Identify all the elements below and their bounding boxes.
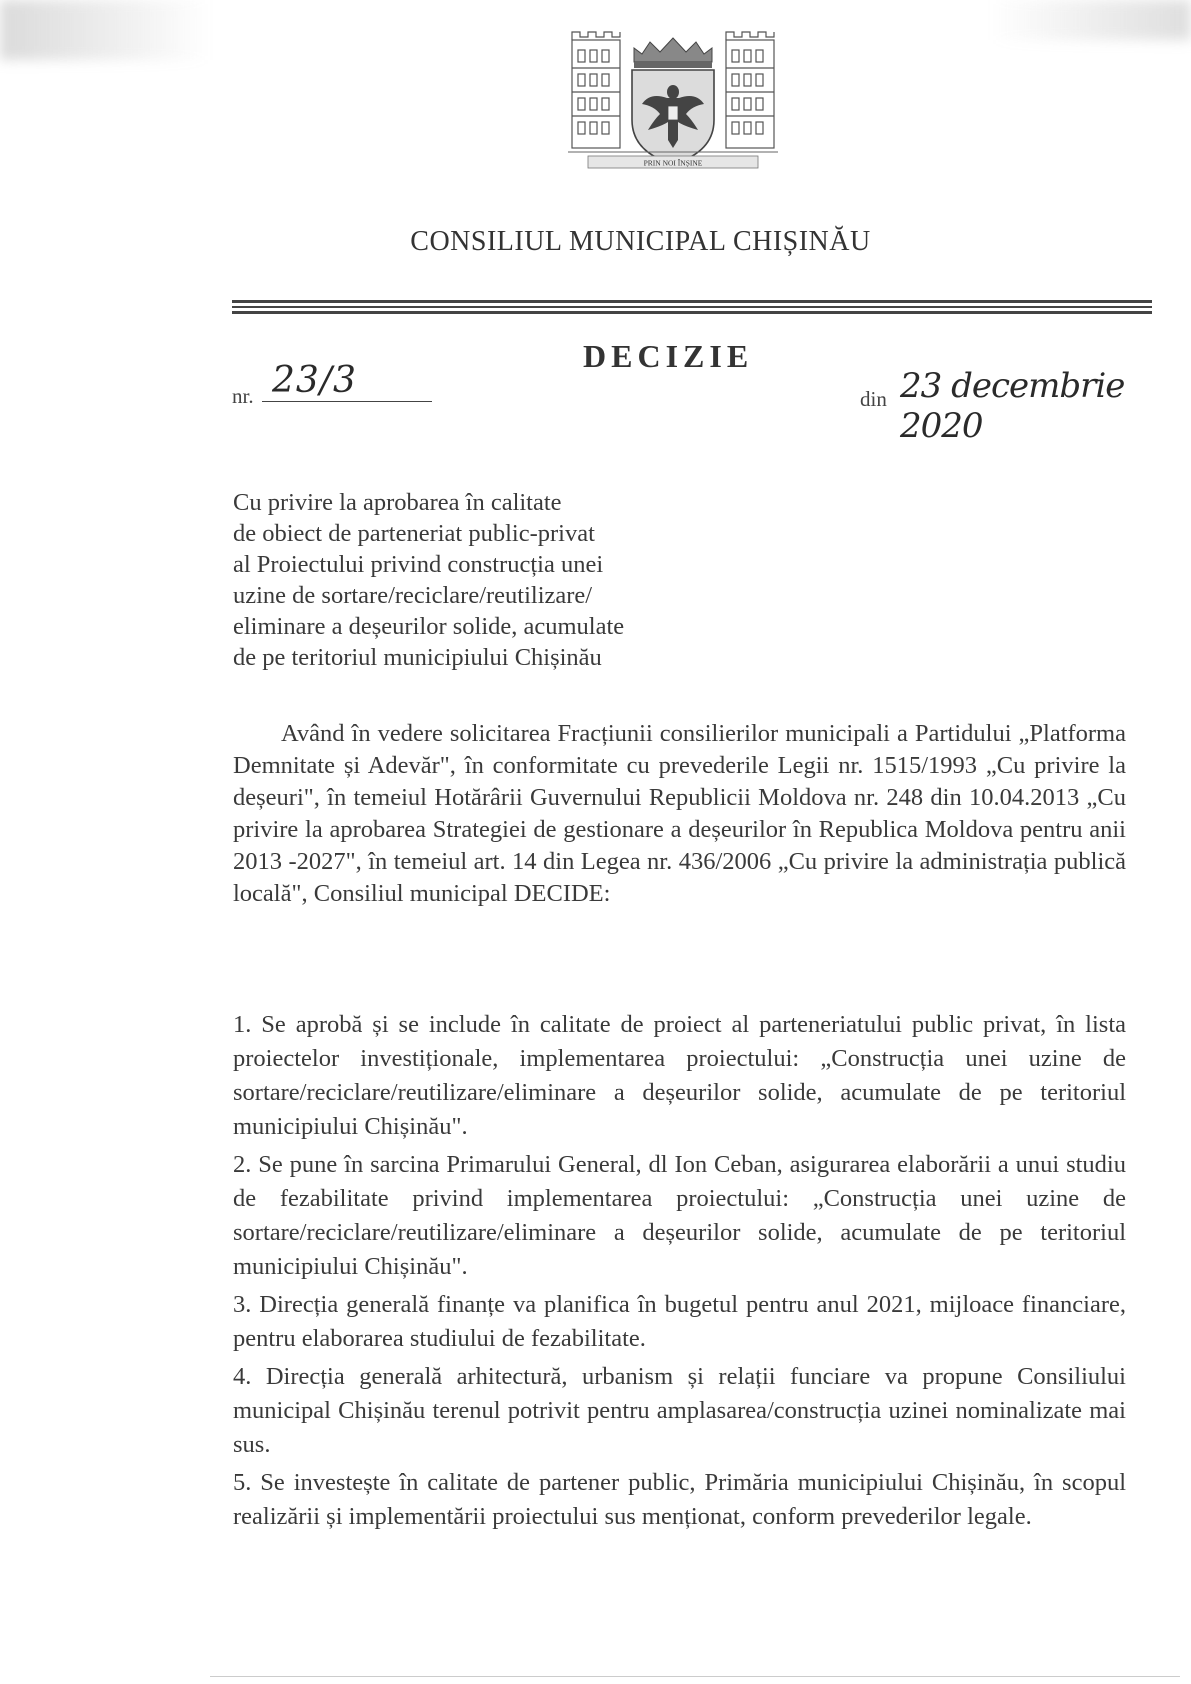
subject-line: de pe teritoriul municipiului Chișinău — [233, 644, 602, 671]
scan-shadow-right — [991, 0, 1191, 40]
subject-line: al Proiectului privind construcția unei — [233, 551, 604, 578]
preamble-paragraph: Având în vedere solicitarea Fracțiunii consilierilor municipali a Partidului „Platforma Demnitate și Adevăr", în conformitate cu prevederile Legii nr. 1515/1993 „Cu privire la deșeuri", în temeiul Hotărârii Guvernului Republicii Moldova nr. 248 din 10.04.2013 „Cu privire la aprobarea Strategiei de gestionare a deșeurilor în Republica Moldova pentru anii 2013 -2027", în temeiul art. 14 din Legea nr. 436/2006 „Cu privire la administrația publică locală", Consiliul municipal DECIDE: — [233, 720, 1126, 907]
article-2: 2. Se pune în sarcina Primarului General, dl Ion Ceban, asigurarea elaborării a unui studiu de fezabilitate privind implementarea proiectului: „Construcția unei uzine de sortare/reciclare/reutilizare/eliminare a deșeurilor solide, acumulate de pe teritoriul municipiului Chișinău". — [233, 1151, 1126, 1280]
subject-line: Cu privire la aprobarea în calitate — [233, 489, 562, 516]
decision-date-handwritten: 23 decembrie 2020 — [900, 366, 1125, 446]
decision-date-label: din — [860, 387, 887, 411]
subject-line: uzine de sortare/reciclare/reutilizare/ — [233, 582, 593, 609]
council-name: CONSILIUL MUNICIPAL CHIȘINĂU — [410, 226, 871, 257]
svg-text:PRIN NOI ÎNȘINE: PRIN NOI ÎNȘINE — [643, 158, 703, 168]
header-rule-middle — [232, 306, 1152, 308]
decision-articles — [233, 1008, 1126, 1538]
header-rule-top — [232, 300, 1152, 303]
article-4: 4. Direcția generală arhitectură, urbanism și relații funciare va propune Consiliului municipal Chișinău terenul potrivit pentru amplasarea/construcția uzinei nominalizate mai sus. — [233, 1363, 1126, 1458]
decision-title: DECIZIE — [583, 338, 754, 374]
page-bottom-edge — [210, 1676, 1180, 1677]
subject-line: de obiect de parteneriat public-privat — [233, 520, 595, 547]
coat-of-arms-emblem — [568, 28, 778, 173]
scan-shadow-left — [0, 0, 210, 60]
subject-line: eliminare a deșeurilor solide, acumulate — [233, 613, 625, 640]
decision-number-handwritten: 23/3 — [262, 360, 432, 402]
header-rule-bottom — [232, 311, 1152, 314]
decision-subject — [233, 487, 753, 673]
article-5: 5. Se investește în calitate de partener public, Primăria municipiului Chișinău, în scopul realizării și implementării proiectului sus menționat, conform prevederilor legale. — [233, 1469, 1126, 1530]
article-3: 3. Direcția generală finanțe va planifica în bugetul pentru anul 2021, mijloace financiare, pentru elaborarea studiului de fezabilitate. — [233, 1291, 1126, 1352]
decision-number-label: nr. — [232, 384, 254, 408]
article-1: 1. Se aprobă și se include în calitate de proiect al parteneriatului public privat, în lista proiectelor investiționale, implementarea proiectului: „Construcția unei uzine de sortare/reciclare/reutilizare/eliminare a deșeurilor solide, acumulate de pe teritoriul municipiului Chișinău". — [233, 1011, 1126, 1140]
